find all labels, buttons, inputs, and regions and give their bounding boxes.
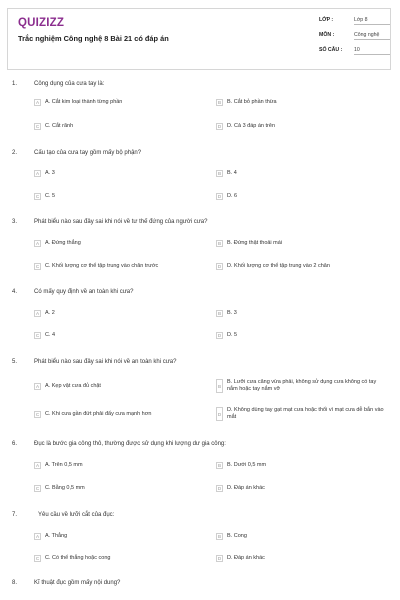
option-text: A. 2 <box>45 310 55 316</box>
answer-option[interactable] <box>34 485 85 492</box>
option-text: A. Cắt kim loại thành từng phần <box>45 99 123 105</box>
answer-option[interactable] <box>34 332 55 339</box>
question-number: 3. <box>12 219 18 225</box>
option-text: C. Khi cưa gần đứt phải đẩy cưa mạnh hơn <box>45 411 152 417</box>
answer-option[interactable] <box>216 332 237 339</box>
answer-option[interactable] <box>34 170 55 177</box>
option-text: D. 6 <box>227 193 238 199</box>
option-letter-box: B <box>217 311 222 316</box>
question-number: 8. <box>12 580 18 586</box>
question-number: 4. <box>12 289 18 295</box>
option-text: D. Khối lượng cơ thể tập trung vào 2 chân <box>227 263 330 269</box>
answer-option[interactable] <box>216 555 265 562</box>
option-letter-box: D <box>217 333 222 338</box>
option-text: C. Cắt rãnh <box>45 123 74 129</box>
answer-option[interactable] <box>34 263 158 270</box>
question-number: 1. <box>12 81 18 87</box>
quizizz-logo: QUIZIZZ <box>18 17 65 29</box>
option-text: C. Bằng 0,5 mm <box>45 485 85 491</box>
answer-option[interactable] <box>216 485 265 492</box>
option-text: D. Đáp án khác <box>227 485 265 491</box>
option-letter-box: C <box>35 556 40 561</box>
question-number: 2. <box>12 150 18 156</box>
option-letter-box: A <box>35 384 40 389</box>
subject-value: Công nghệ <box>354 32 390 40</box>
option-letter-box: A <box>35 311 40 316</box>
answer-option[interactable] <box>34 462 83 469</box>
option-letter-box: D <box>217 486 222 491</box>
question-text: Có mấy quy định về an toàn khi cưa? <box>34 289 134 295</box>
option-letter-box: A <box>35 100 40 105</box>
page-title: Trắc nghiệm Công nghệ 8 Bài 21 có đáp án <box>18 34 169 43</box>
answer-option[interactable] <box>216 263 330 270</box>
answer-option[interactable] <box>216 407 388 421</box>
answer-option[interactable] <box>216 240 282 247</box>
option-letter-box: C <box>35 486 40 491</box>
option-letter-box: A <box>35 534 40 539</box>
question-text: Kĩ thuật đục gồm mấy nội dung? <box>34 580 121 586</box>
option-text: A. Trên 0,5 mm <box>45 462 83 468</box>
option-letter-box: B <box>216 379 223 393</box>
option-letter-box: C <box>35 412 40 417</box>
option-text: A. Kẹp vật cưa đủ chặt <box>45 383 101 389</box>
option-letter-box: C <box>35 264 40 269</box>
answer-option[interactable] <box>34 240 81 247</box>
option-text: C. Có thể thẳng hoặc cong <box>45 555 111 561</box>
option-letter-box: A <box>35 171 40 176</box>
question-count-value: 10 <box>354 47 390 55</box>
option-letter-box: B <box>217 241 222 246</box>
option-letter-box: A <box>35 241 40 246</box>
option-text: A. 3 <box>45 170 55 176</box>
answer-option[interactable] <box>34 533 67 540</box>
question-text: Phát biểu nào sau đây sai khi nói về an toàn khi cưa? <box>34 359 177 365</box>
option-text: C. Khối lượng cơ thể tập trung vào chân trước <box>45 263 159 269</box>
option-letter-box: B <box>217 463 222 468</box>
question-text: Đục là bước gia công thô, thường được sử dụng khi lượng dư gia công: <box>34 441 226 447</box>
option-text: C. 4 <box>45 332 56 338</box>
option-letter-box: A <box>35 463 40 468</box>
answer-option[interactable] <box>216 462 266 469</box>
option-letter-box: C <box>35 124 40 129</box>
subject-label: MÔN : <box>319 32 335 38</box>
question-text: Yêu cầu về lưỡi cắt của đục: <box>38 512 115 518</box>
question-number: 7. <box>12 512 18 518</box>
answer-option[interactable] <box>216 193 237 200</box>
question-text: Công dụng của cưa tay là: <box>34 81 105 87</box>
answer-option[interactable] <box>34 411 151 418</box>
option-letter-box: C <box>35 194 40 199</box>
answer-option[interactable] <box>34 193 55 200</box>
answer-option[interactable] <box>216 170 237 177</box>
answer-option[interactable] <box>216 123 275 130</box>
answer-option[interactable] <box>216 379 388 393</box>
option-letter-box: D <box>217 124 222 129</box>
question-text: Phát biểu nào sau đây sai khi nói về tư thế đứng của người cưa? <box>34 219 208 225</box>
option-letter-box: B <box>217 171 222 176</box>
answer-option[interactable] <box>34 99 122 106</box>
answer-option[interactable] <box>34 383 101 390</box>
answer-option[interactable] <box>216 533 247 540</box>
option-letter-box: D <box>217 264 222 269</box>
option-text: B. Cắt bỏ phần thừa <box>227 99 277 105</box>
option-text: D. Đáp án khác <box>227 555 265 561</box>
option-text: C. 5 <box>45 193 56 199</box>
question-number: 5. <box>12 359 18 365</box>
option-text: B. Đứng thật thoải mái <box>227 240 283 246</box>
grade-value: Lớp 8 <box>354 17 390 25</box>
option-text: B. Dưới 0,5 mm <box>227 462 267 468</box>
option-letter-box: D <box>216 407 223 421</box>
option-text: A. Thẳng <box>45 533 68 539</box>
option-letter-box: D <box>217 556 222 561</box>
question-count-label: SỐ CÂU : <box>319 47 343 53</box>
option-text: B. Cong <box>227 533 247 539</box>
option-text: A. Đứng thẳng <box>45 240 81 246</box>
answer-option[interactable] <box>34 123 73 130</box>
option-text: B. 4 <box>227 170 237 176</box>
grade-label: LỚP : <box>319 17 334 23</box>
answer-option[interactable] <box>216 99 277 106</box>
option-text: B. 3 <box>227 310 237 316</box>
answer-option[interactable] <box>34 555 110 562</box>
option-letter-box: C <box>35 333 40 338</box>
option-letter-box: D <box>217 194 222 199</box>
option-letter-box: B <box>217 534 222 539</box>
answer-option[interactable] <box>34 310 55 317</box>
option-text: D. 5 <box>227 332 238 338</box>
answer-option[interactable] <box>216 310 237 317</box>
question-number: 6. <box>12 441 18 447</box>
option-letter-box: B <box>217 100 222 105</box>
option-text: B. Lưỡi cưa căng vừa phải, không sử dụng cưa không có tay nắm hoặc tay nắm vỡ <box>227 379 377 392</box>
option-text: D. Cả 3 đáp án trên <box>227 123 276 129</box>
worksheet-header <box>7 8 391 70</box>
question-text: Cấu tạo của cưa tay gồm mấy bộ phận? <box>34 150 142 156</box>
option-text: D. Không dùng tay gạt mạt cưa hoặc thổi vì mạt cưa dễ bắn vào mắt <box>227 407 384 420</box>
